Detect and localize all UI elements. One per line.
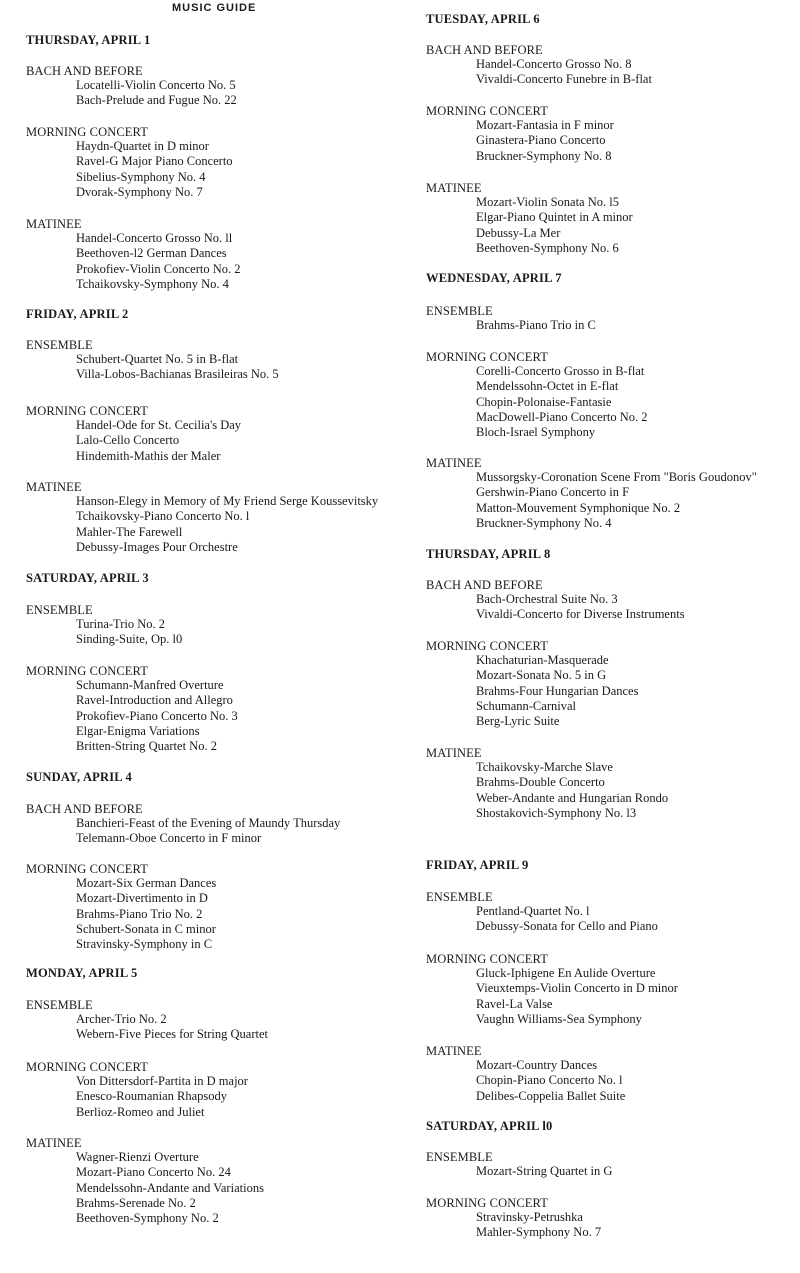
day-heading: SATURDAY, APRIL l0: [426, 1119, 553, 1133]
piece-listing: Vaughn Williams-Sea Symphony: [476, 1012, 642, 1027]
piece-listing: Ginastera-Piano Concerto: [476, 133, 606, 148]
piece-listing: Elgar-Enigma Variations: [76, 724, 200, 739]
piece-listing: Khachaturian-Masquerade: [476, 653, 609, 667]
piece-listing: Haydn-Quartet in D minor: [76, 139, 209, 153]
section-title: MORNING CONCERT: [426, 104, 548, 118]
section-title: BACH AND BEFORE: [26, 64, 143, 78]
program-section: [26, 1135, 264, 1227]
program-section: [26, 479, 378, 555]
section-title: MATINEE: [26, 1136, 82, 1150]
section-title: MORNING CONCERT: [26, 862, 148, 876]
piece-listing: Corelli-Concerto Grosso in B-flat: [476, 364, 645, 378]
day-heading: WEDNESDAY, APRIL 7: [426, 271, 562, 285]
section-title: ENSEMBLE: [426, 1150, 493, 1164]
section-title: MORNING CONCERT: [26, 664, 148, 678]
piece-listing: Mahler-The Farewell: [76, 524, 183, 539]
piece-listing: Britten-String Quartet No. 2: [76, 739, 217, 754]
program-section: [26, 602, 182, 648]
piece-listing: Beethoven-Symphony No. 6: [476, 241, 619, 256]
piece-listing: Brahms-Four Hungarian Dances: [476, 683, 639, 698]
piece-listing: Bruckner-Symphony No. 8: [476, 148, 612, 163]
day-heading: FRIDAY, APRIL 9: [426, 858, 529, 872]
piece-listing: Weber-Andante and Hungarian Rondo: [476, 790, 669, 805]
program-section: [426, 455, 757, 531]
piece-listing: Turina-Trio No. 2: [76, 617, 166, 631]
piece-listing: Brahms-Piano Trio in C: [476, 318, 596, 332]
piece-listing: Gershwin-Piano Concerto in F: [476, 485, 630, 500]
piece-listing: Sibelius-Symphony No. 4: [76, 169, 206, 184]
piece-listing: Villa-Lobos-Bachianas Brasileiras No. 5: [76, 367, 279, 382]
program-section: [426, 951, 678, 1027]
piece-listing: Mozart-Piano Concerto No. 24: [76, 1165, 231, 1180]
piece-listing: Banchieri-Feast of the Evening of Maundy Thursday: [76, 816, 341, 830]
piece-listing: Ravel-Introduction and Allegro: [76, 693, 233, 708]
program-section: [26, 124, 233, 200]
program-section: [426, 42, 652, 88]
piece-listing: Vivaldi-Concerto for Diverse Instruments: [476, 607, 685, 622]
program-section: [426, 349, 648, 441]
piece-listing: Tchaikovsky-Piano Concerto No. l: [76, 509, 250, 524]
program-section: [26, 216, 241, 292]
piece-listing: Ravel-La Valse: [476, 996, 553, 1011]
program-section: [426, 745, 668, 821]
piece-listing: Elgar-Piano Quintet in A minor: [476, 210, 633, 225]
section-title: ENSEMBLE: [426, 890, 493, 904]
piece-listing: Locatelli-Violin Concerto No. 5: [76, 78, 236, 92]
program-section: [426, 1195, 601, 1241]
piece-listing: Mozart-String Quartet in G: [476, 1164, 613, 1178]
piece-listing: Pentland-Quartet No. l: [476, 904, 590, 918]
piece-listing: Ravel-G Major Piano Concerto: [76, 154, 233, 169]
piece-listing: Stravinsky-Symphony in C: [76, 937, 213, 952]
section-title: MORNING CONCERT: [426, 350, 548, 364]
piece-listing: Lalo-Cello Concerto: [76, 433, 180, 448]
program-section: [426, 638, 638, 730]
piece-listing: Schumann-Carnival: [476, 699, 576, 714]
piece-listing: Tchaikovsky-Symphony No. 4: [76, 277, 229, 292]
piece-listing: Bach-Orchestral Suite No. 3: [476, 592, 618, 606]
piece-listing: Mendelssohn-Octet in E-flat: [476, 379, 619, 394]
section-title: MATINEE: [26, 217, 82, 231]
piece-listing: Prokofiev-Piano Concerto No. 3: [76, 708, 238, 723]
section-title: MATINEE: [426, 181, 482, 195]
piece-listing: Enesco-Roumanian Rhapsody: [76, 1089, 228, 1104]
program-section: [26, 337, 279, 383]
program-section: [426, 303, 596, 333]
piece-listing: Mozart-Violin Sonata No. l5: [476, 195, 619, 209]
piece-listing: Delibes-Coppelia Ballet Suite: [476, 1088, 626, 1103]
piece-listing: Dvorak-Symphony No. 7: [76, 185, 203, 200]
day-heading: MONDAY, APRIL 5: [26, 966, 138, 980]
piece-listing: Archer-Trio No. 2: [76, 1012, 167, 1026]
section-title: ENSEMBLE: [26, 998, 93, 1012]
piece-listing: Brahms-Double Concerto: [476, 775, 605, 790]
piece-listing: Chopin-Piano Concerto No. l: [476, 1073, 623, 1088]
piece-listing: Chopin-Polonaise-Fantasie: [476, 394, 612, 409]
day-heading: SATURDAY, APRIL 3: [26, 571, 149, 585]
piece-listing: Handel-Ode for St. Cecilia's Day: [76, 418, 242, 432]
piece-listing: Telemann-Oboe Concerto in F minor: [76, 831, 262, 846]
piece-listing: Schumann-Manfred Overture: [76, 678, 224, 692]
piece-listing: Gluck-Iphigene En Aulide Overture: [476, 966, 656, 980]
piece-listing: Berlioz-Romeo and Juliet: [76, 1104, 205, 1119]
day-heading: TUESDAY, APRIL 6: [426, 12, 540, 26]
piece-listing: Hanson-Elegy in Memory of My Friend Serge Koussevitsky: [76, 494, 379, 508]
piece-listing: Vivaldi-Concerto Funebre in B-flat: [476, 72, 652, 87]
piece-listing: Schubert-Sonata in C minor: [76, 922, 216, 937]
section-title: BACH AND BEFORE: [426, 43, 543, 57]
day-heading: FRIDAY, APRIL 2: [26, 307, 129, 321]
program-section: [426, 1149, 612, 1179]
program-section: [426, 889, 658, 935]
section-title: MORNING CONCERT: [26, 1060, 148, 1074]
section-title: BACH AND BEFORE: [26, 802, 143, 816]
piece-listing: Matton-Mouvement Symphonique No. 2: [476, 500, 681, 515]
program-section: [26, 997, 268, 1043]
section-title: MORNING CONCERT: [426, 1196, 548, 1210]
piece-listing: Mussorgsky-Coronation Scene From "Boris Goudonov": [476, 470, 757, 484]
piece-listing: Handel-Concerto Grosso No. ll: [76, 231, 233, 245]
piece-listing: Stravinsky-Petrushka: [476, 1210, 583, 1224]
program-section: [26, 403, 241, 464]
day-heading: THURSDAY, APRIL 1: [26, 33, 151, 47]
section-title: ENSEMBLE: [426, 304, 493, 318]
piece-listing: Mendelssohn-Andante and Variations: [76, 1180, 264, 1195]
section-title: ENSEMBLE: [26, 338, 93, 352]
piece-listing: Berg-Lyric Suite: [476, 714, 560, 729]
piece-listing: Brahms-Serenade No. 2: [76, 1196, 196, 1211]
section-title: MORNING CONCERT: [426, 639, 548, 653]
piece-listing: Vieuxtemps-Violin Concerto in D minor: [476, 981, 678, 996]
program-section: [426, 577, 685, 623]
piece-listing: Bruckner-Symphony No. 4: [476, 516, 612, 531]
piece-listing: Debussy-Sonata for Cello and Piano: [476, 919, 658, 934]
day-heading: SUNDAY, APRIL 4: [26, 770, 132, 784]
program-section: [26, 801, 340, 847]
program-section: [26, 861, 216, 953]
program-section: [26, 663, 238, 755]
program-section: [426, 103, 614, 164]
program-section: [426, 180, 633, 256]
piece-listing: Handel-Concerto Grosso No. 8: [476, 57, 632, 71]
piece-listing: MacDowell-Piano Concerto No. 2: [476, 410, 648, 425]
piece-listing: Debussy-La Mer: [476, 225, 561, 240]
section-title: MATINEE: [26, 480, 82, 494]
piece-listing: Brahms-Piano Trio No. 2: [76, 906, 203, 921]
piece-listing: Mozart-Divertimento in D: [76, 891, 208, 906]
piece-listing: Mahler-Symphony No. 7: [476, 1225, 602, 1240]
piece-listing: Debussy-Images Pour Orchestre: [76, 540, 238, 555]
piece-listing: Bach-Prelude and Fugue No. 22: [76, 93, 237, 108]
page-title: MUSIC GUIDE: [172, 2, 257, 14]
section-title: MATINEE: [426, 456, 482, 470]
piece-listing: Webern-Five Pieces for String Quartet: [76, 1027, 268, 1042]
section-title: MATINEE: [426, 1044, 482, 1058]
piece-listing: Mozart-Six German Dances: [76, 876, 217, 890]
piece-listing: Mozart-Country Dances: [476, 1058, 598, 1072]
piece-listing: Beethoven-Symphony No. 2: [76, 1211, 219, 1226]
piece-listing: Hindemith-Mathis der Maler: [76, 448, 221, 463]
program-section: [26, 63, 237, 109]
piece-listing: Sinding-Suite, Op. l0: [76, 632, 183, 647]
piece-listing: Mozart-Fantasia in F minor: [476, 118, 614, 132]
piece-listing: Prokofiev-Violin Concerto No. 2: [76, 261, 241, 276]
piece-listing: Von Dittersdorf-Partita in D major: [76, 1074, 248, 1088]
section-title: MORNING CONCERT: [426, 952, 548, 966]
piece-listing: Schubert-Quartet No. 5 in B-flat: [76, 352, 239, 366]
section-title: MORNING CONCERT: [26, 125, 148, 139]
program-section: [426, 1043, 625, 1104]
piece-listing: Wagner-Rienzi Overture: [76, 1150, 199, 1164]
day-heading: THURSDAY, APRIL 8: [426, 547, 551, 561]
section-title: BACH AND BEFORE: [426, 578, 543, 592]
section-title: MATINEE: [426, 746, 482, 760]
piece-listing: Shostakovich-Symphony No. l3: [476, 806, 637, 821]
piece-listing: Bloch-Israel Symphony: [476, 425, 596, 440]
program-section: [26, 1059, 248, 1120]
piece-listing: Tchaikovsky-Marche Slave: [476, 760, 613, 774]
section-title: ENSEMBLE: [26, 603, 93, 617]
piece-listing: Beethoven-l2 German Dances: [76, 246, 227, 261]
section-title: MORNING CONCERT: [26, 404, 148, 418]
piece-listing: Mozart-Sonata No. 5 in G: [476, 668, 607, 683]
